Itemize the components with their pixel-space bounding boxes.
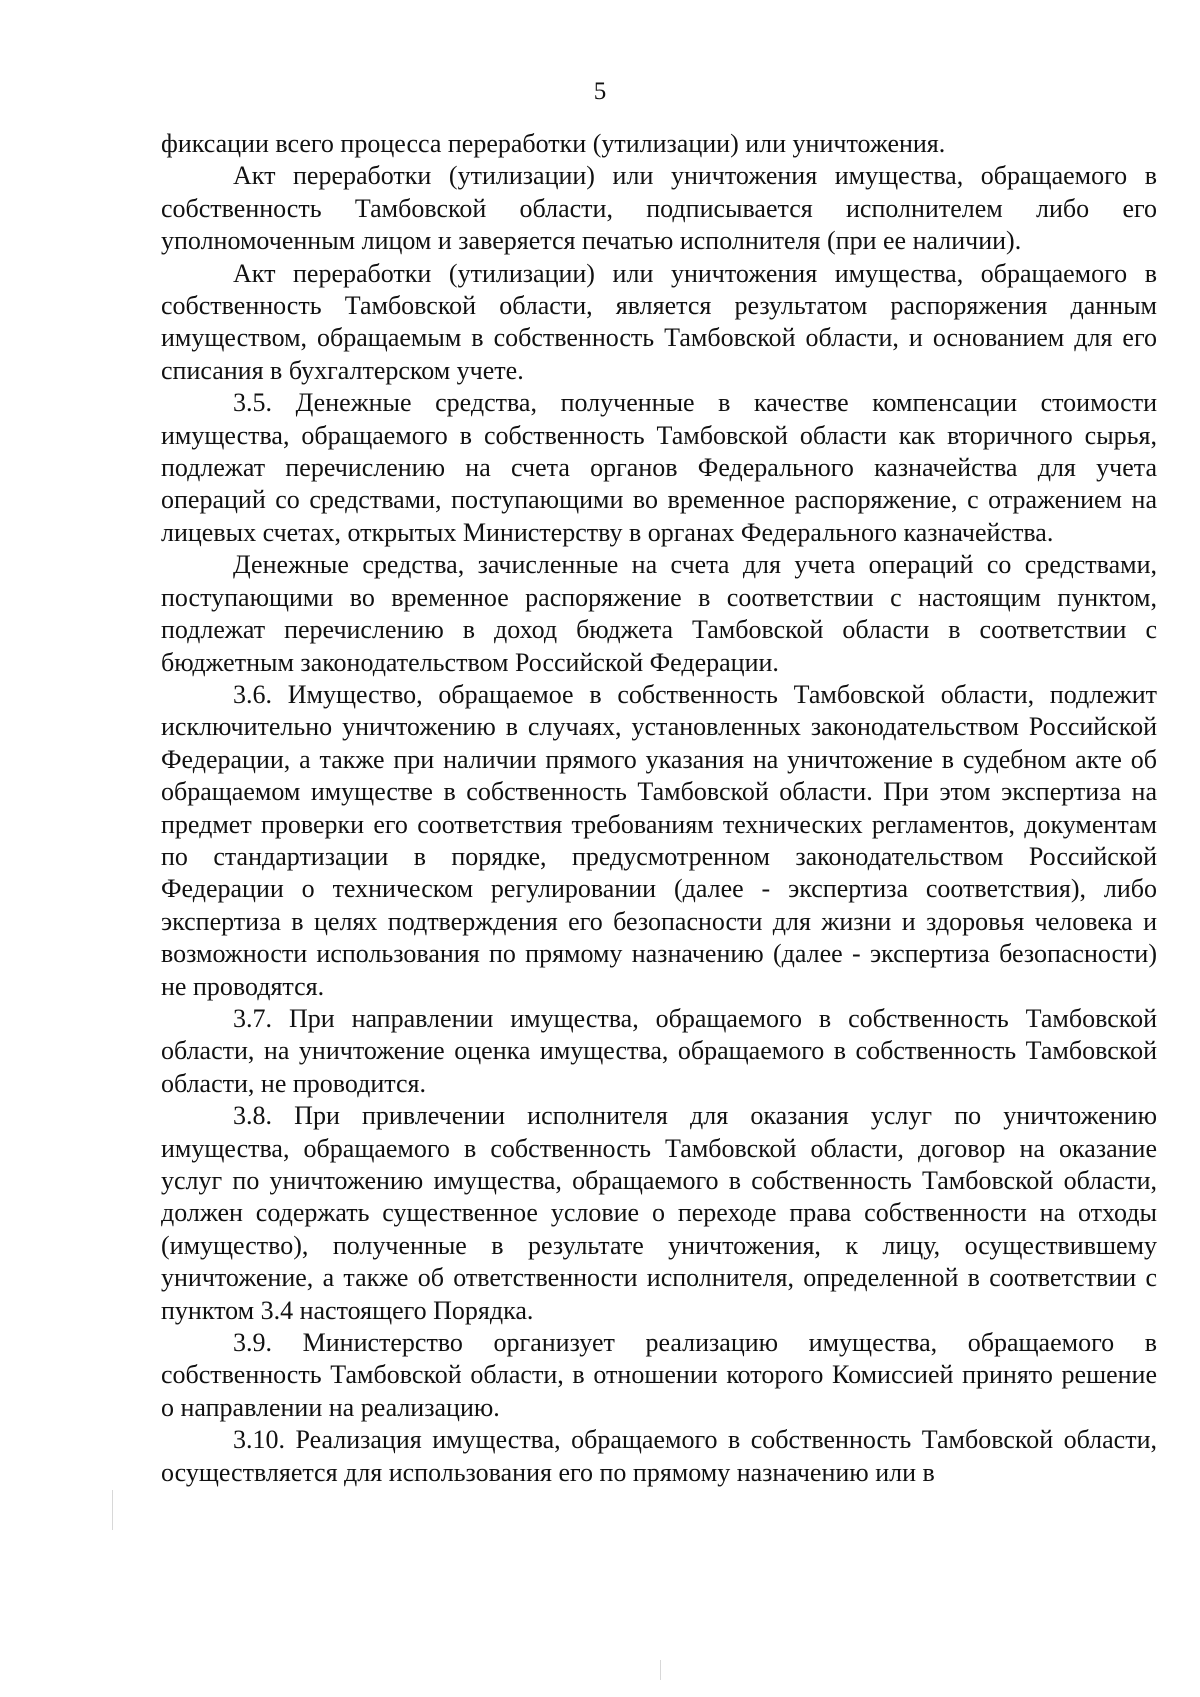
paragraph-3-6: 3.6. Имущество, обращаемое в собственность Тамбовской области, подлежит исключительно уничтожению в случаях, установленных законодательством Российской Федерации, а также при наличии прямого указания на уничтожение в судебном акте об обращаемом имуществе в собственность Тамбовской области. При этом экспертиза на предмет проверки его соответствия требованиям технических регламентов, документам по стандартизации в порядке, предусмотренном законодательством Российской Федерации о техническом регулировании (далее - экспертиза соответствия), либо экспертиза в целях подтверждения его безопасности для жизни и здоровья человека и возможности использования по прямому назначению (далее - экспертиза безопасности) не проводятся. [161,679,1157,1001]
paragraph-3-7: 3.7. При направлении имущества, обращаемого в собственность Тамбовской области, на уничтожение оценка имущества, обращаемого в собственность Тамбовской области, не проводится. [161,1003,1157,1098]
paragraph-act-signing: Акт переработки (утилизации) или уничтожения имущества, обращаемого в собственность Тамбовской области, подписывается исполнителем либо его уполномоченным лицом и заверяется печатью исполнителя (при ее наличии). [161,161,1157,256]
paragraph-3-10: 3.10. Реализация имущества, обращаемого в собственность Тамбовской области, осуществляется для использования его по прямому назначению или в [161,1425,1157,1487]
paragraph-continuation: фиксации всего процесса переработки (утилизации) или уничтожения. [161,129,946,158]
paragraph-act-result: Акт переработки (утилизации) или уничтожения имущества, обращаемого в собственность Тамбовской области, является результатом распоряжения данным имуществом, обращаемым в собственность Тамбовской области, и основанием для его списания в бухгалтерском учете. [161,258,1157,385]
page-number: 5 [593,78,607,105]
scan-artifact-left [112,1490,113,1530]
paragraph-3-8: 3.8. При привлечении исполнителя для оказания услуг по уничтожению имущества, обращаемого в собственность Тамбовской области, договор на оказание услуг по уничтожению имущества, обращаемого в собственность Тамбовской области, должен содержать существенное условие о переходе права собственности на отходы (имущество), полученные в результате уничтожения, к лицу, осуществившему уничтожение, а также об ответственности исполнителя, определенной в соответствии с пунктом 3.4 настоящего Порядка. [161,1101,1157,1325]
scan-artifact-bottom [660,1660,661,1680]
paragraph-3-9: 3.9. Министерство организует реализацию имущества, обращаемого в собственность Тамбовской области, в отношении которого Комиссией принято решение о направлении на реализацию. [161,1328,1157,1422]
paragraph-funds-transfer: Денежные средства, зачисленные на счета для учета операций со средствами, поступающими во временное распоряжение в соответствии с настоящим пунктом, подлежат перечислению в доход бюджета Тамбовской области в соответствии с бюджетным законодательством Российской Федерации. [161,550,1157,677]
paragraph-3-5: 3.5. Денежные средства, полученные в качестве компенсации стоимости имущества, обращаемого в собственность Тамбовской области как вторичного сырья, подлежат перечислению на счета органов Федерального казначейства для учета операций со средствами, поступающими во временное распоряжение, с отражением на лицевых счетах, открытых Министерству в органах Федерального казначейства. [161,388,1157,547]
document-body [161,128,1157,1489]
